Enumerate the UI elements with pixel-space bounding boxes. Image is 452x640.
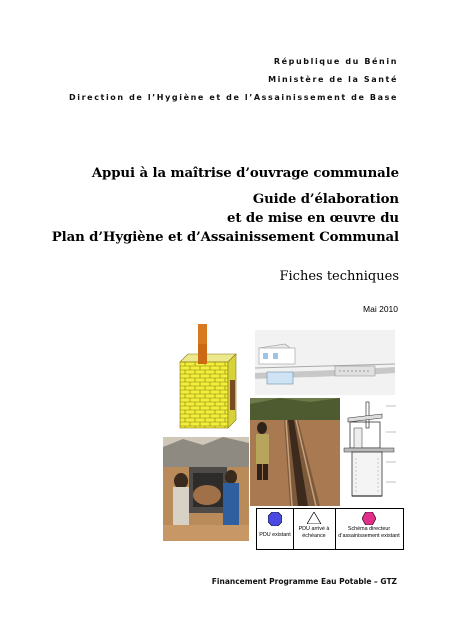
legend-item-pdu-echeance <box>293 509 336 549</box>
drainage-plan-illustration <box>255 330 395 395</box>
octagon-icon <box>268 512 282 526</box>
footer-funding: Financement Programme Eau Potable – GTZ <box>211 577 397 586</box>
publication-date: Mai 2010 <box>363 304 398 314</box>
header-direction: Direction de l’Hygiène et de l’Assainissement de Base <box>69 93 398 102</box>
hexagon-icon <box>362 512 376 525</box>
title-line-4: Plan d’Hygiène et d’Assainissement Communal <box>51 230 399 245</box>
map-legend <box>256 508 404 550</box>
latrine-illustration <box>170 322 250 434</box>
title-line-2: Guide d’élaboration <box>252 192 399 207</box>
legend-item-pdu-existant <box>257 509 294 549</box>
photo-people-with-chest <box>163 437 249 541</box>
legend-item-schema-directeur <box>335 509 403 549</box>
triangle-icon <box>307 512 321 524</box>
photo-drainage-trench <box>250 398 340 506</box>
legend-label-schema-directeur: Schéma directeur d’assainissement existant <box>338 526 400 539</box>
header-ministry: Ministère de la Santé <box>268 75 398 84</box>
subtitle: Fiches techniques <box>279 269 399 284</box>
header-republic: République du Bénin <box>273 57 398 66</box>
title-line-1: Appui à la maîtrise d’ouvrage communale <box>91 166 399 181</box>
latrine-cross-section-diagram <box>342 398 400 506</box>
title-line-3: et de mise en œuvre du <box>227 211 399 226</box>
legend-label-pdu-existant: PDU existant <box>259 532 291 538</box>
legend-label-pdu-echeance: PDU arrivé à échéance <box>298 526 330 539</box>
